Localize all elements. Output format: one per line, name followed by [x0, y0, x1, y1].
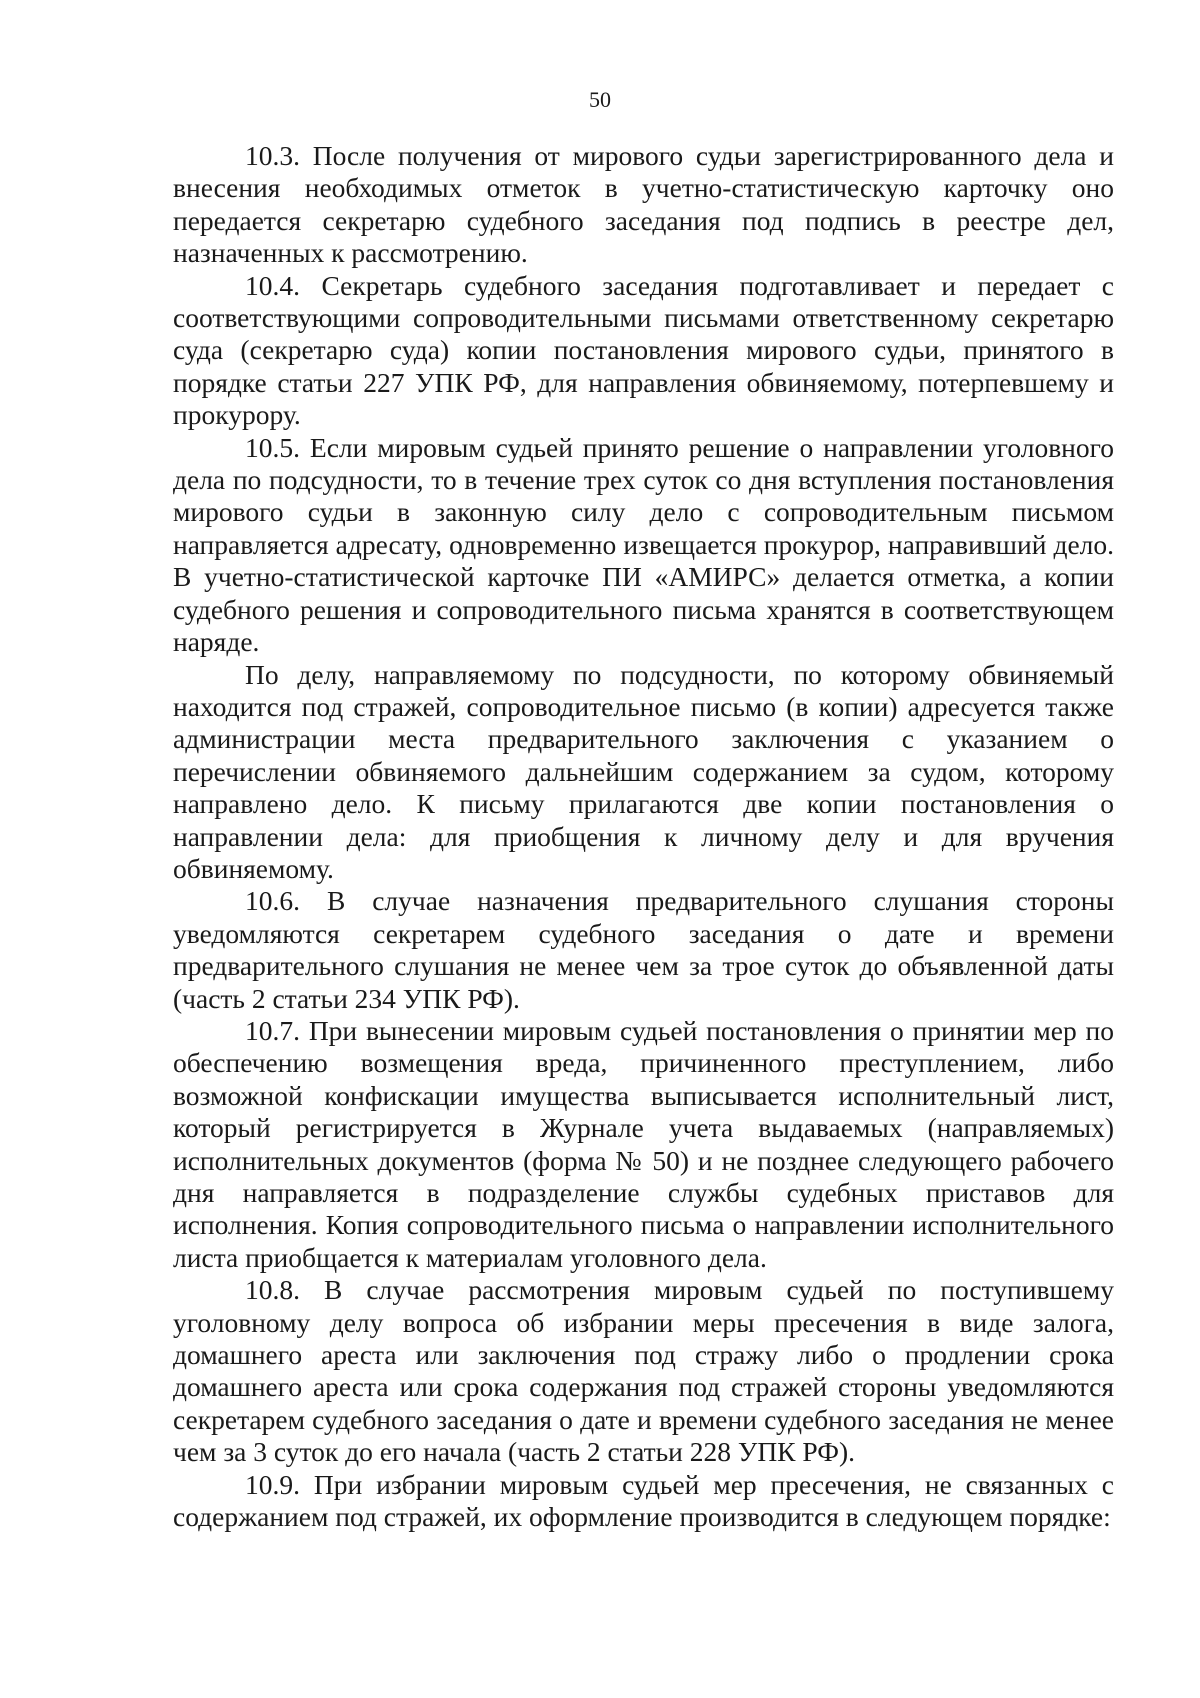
paragraph-10-6: 10.6. В случае назначения предварительного слушания стороны уведомляются секретарем судебного заседания о дате и времени предварительного слушания не менее чем за трое суток до объявленной даты (часть 2 статьи 234 УПК РФ).: [173, 885, 1114, 1014]
document-body: [173, 140, 1114, 1533]
paragraph-10-7: 10.7. При вынесении мировым судьей постановления о принятии мер по обеспечению возмещения вреда, причиненного преступлением, либо возможной конфискации имущества выписывается исполнительный лист, который регистрируется в Журнале учета выдаваемых (направляемых) исполнительных документов (форма № 50) и не позднее следующего рабочего дня направляется в подразделение службы судебных приставов для исполнения. Копия сопроводительного письма о направлении исполнительного листа приобщается к материалам уголовного дела.: [173, 1014, 1114, 1273]
paragraph-10-4: 10.4. Секретарь судебного заседания подготавливает и передает с соответствующими сопроводительными письмами ответственному секретарю суда (секретарю суда) копии постановления мирового судьи, принятого в порядке статьи 227 УПК РФ, для направления обвиняемому, потерпевшему и прокурору.: [173, 269, 1114, 431]
page-number: 50: [589, 87, 611, 112]
paragraph-10-3: 10.3. После получения от мирового судьи зарегистрированного дела и внесения необходимых отметок в учетно-статистическую карточку оно передается секретарю судебного заседания под подпись в реестре дел, назначенных к рассмотрению.: [173, 140, 1114, 269]
paragraph-10-5-continued: По делу, направляемому по подсудности, по которому обвиняемый находится под стражей, сопроводительное письмо (в копии) адресуется также администрации места предварительного заключения с указанием о перечислении обвиняемого дальнейшим содержанием за судом, которому направлено дело. К письму прилагаются две копии постановления о направлении дела: для приобщения к личному делу и для вручения обвиняемому.: [173, 658, 1114, 884]
paragraph-10-8: 10.8. В случае рассмотрения мировым судьей по поступившему уголовному делу вопроса об избрании меры пресечения в виде залога, домашнего ареста или заключения под стражу либо о продлении срока домашнего ареста или срока содержания под стражей стороны уведомляются секретарем судебного заседания о дате и времени судебного заседания не менее чем за 3 суток до его начала (часть 2 статьи 228 УПК РФ).: [173, 1274, 1114, 1468]
paragraph-10-5: 10.5. Если мировым судьей принято решение о направлении уголовного дела по подсудности, то в течение трех суток со дня вступления постановления мирового судьи в законную силу дело с сопроводительным письмом направляется адресату, одновременно извещается прокурор, направивший дело. В учетно-статистической карточке ПИ «АМИРС» делается отметка, а копии судебного решения и сопроводительного письма хранятся в соответствующем наряде.: [173, 431, 1114, 658]
paragraph-10-9: 10.9. При избрании мировым судьей мер пресечения, не связанных с содержанием под стражей, их оформление производится в следующем порядке:: [173, 1468, 1114, 1533]
